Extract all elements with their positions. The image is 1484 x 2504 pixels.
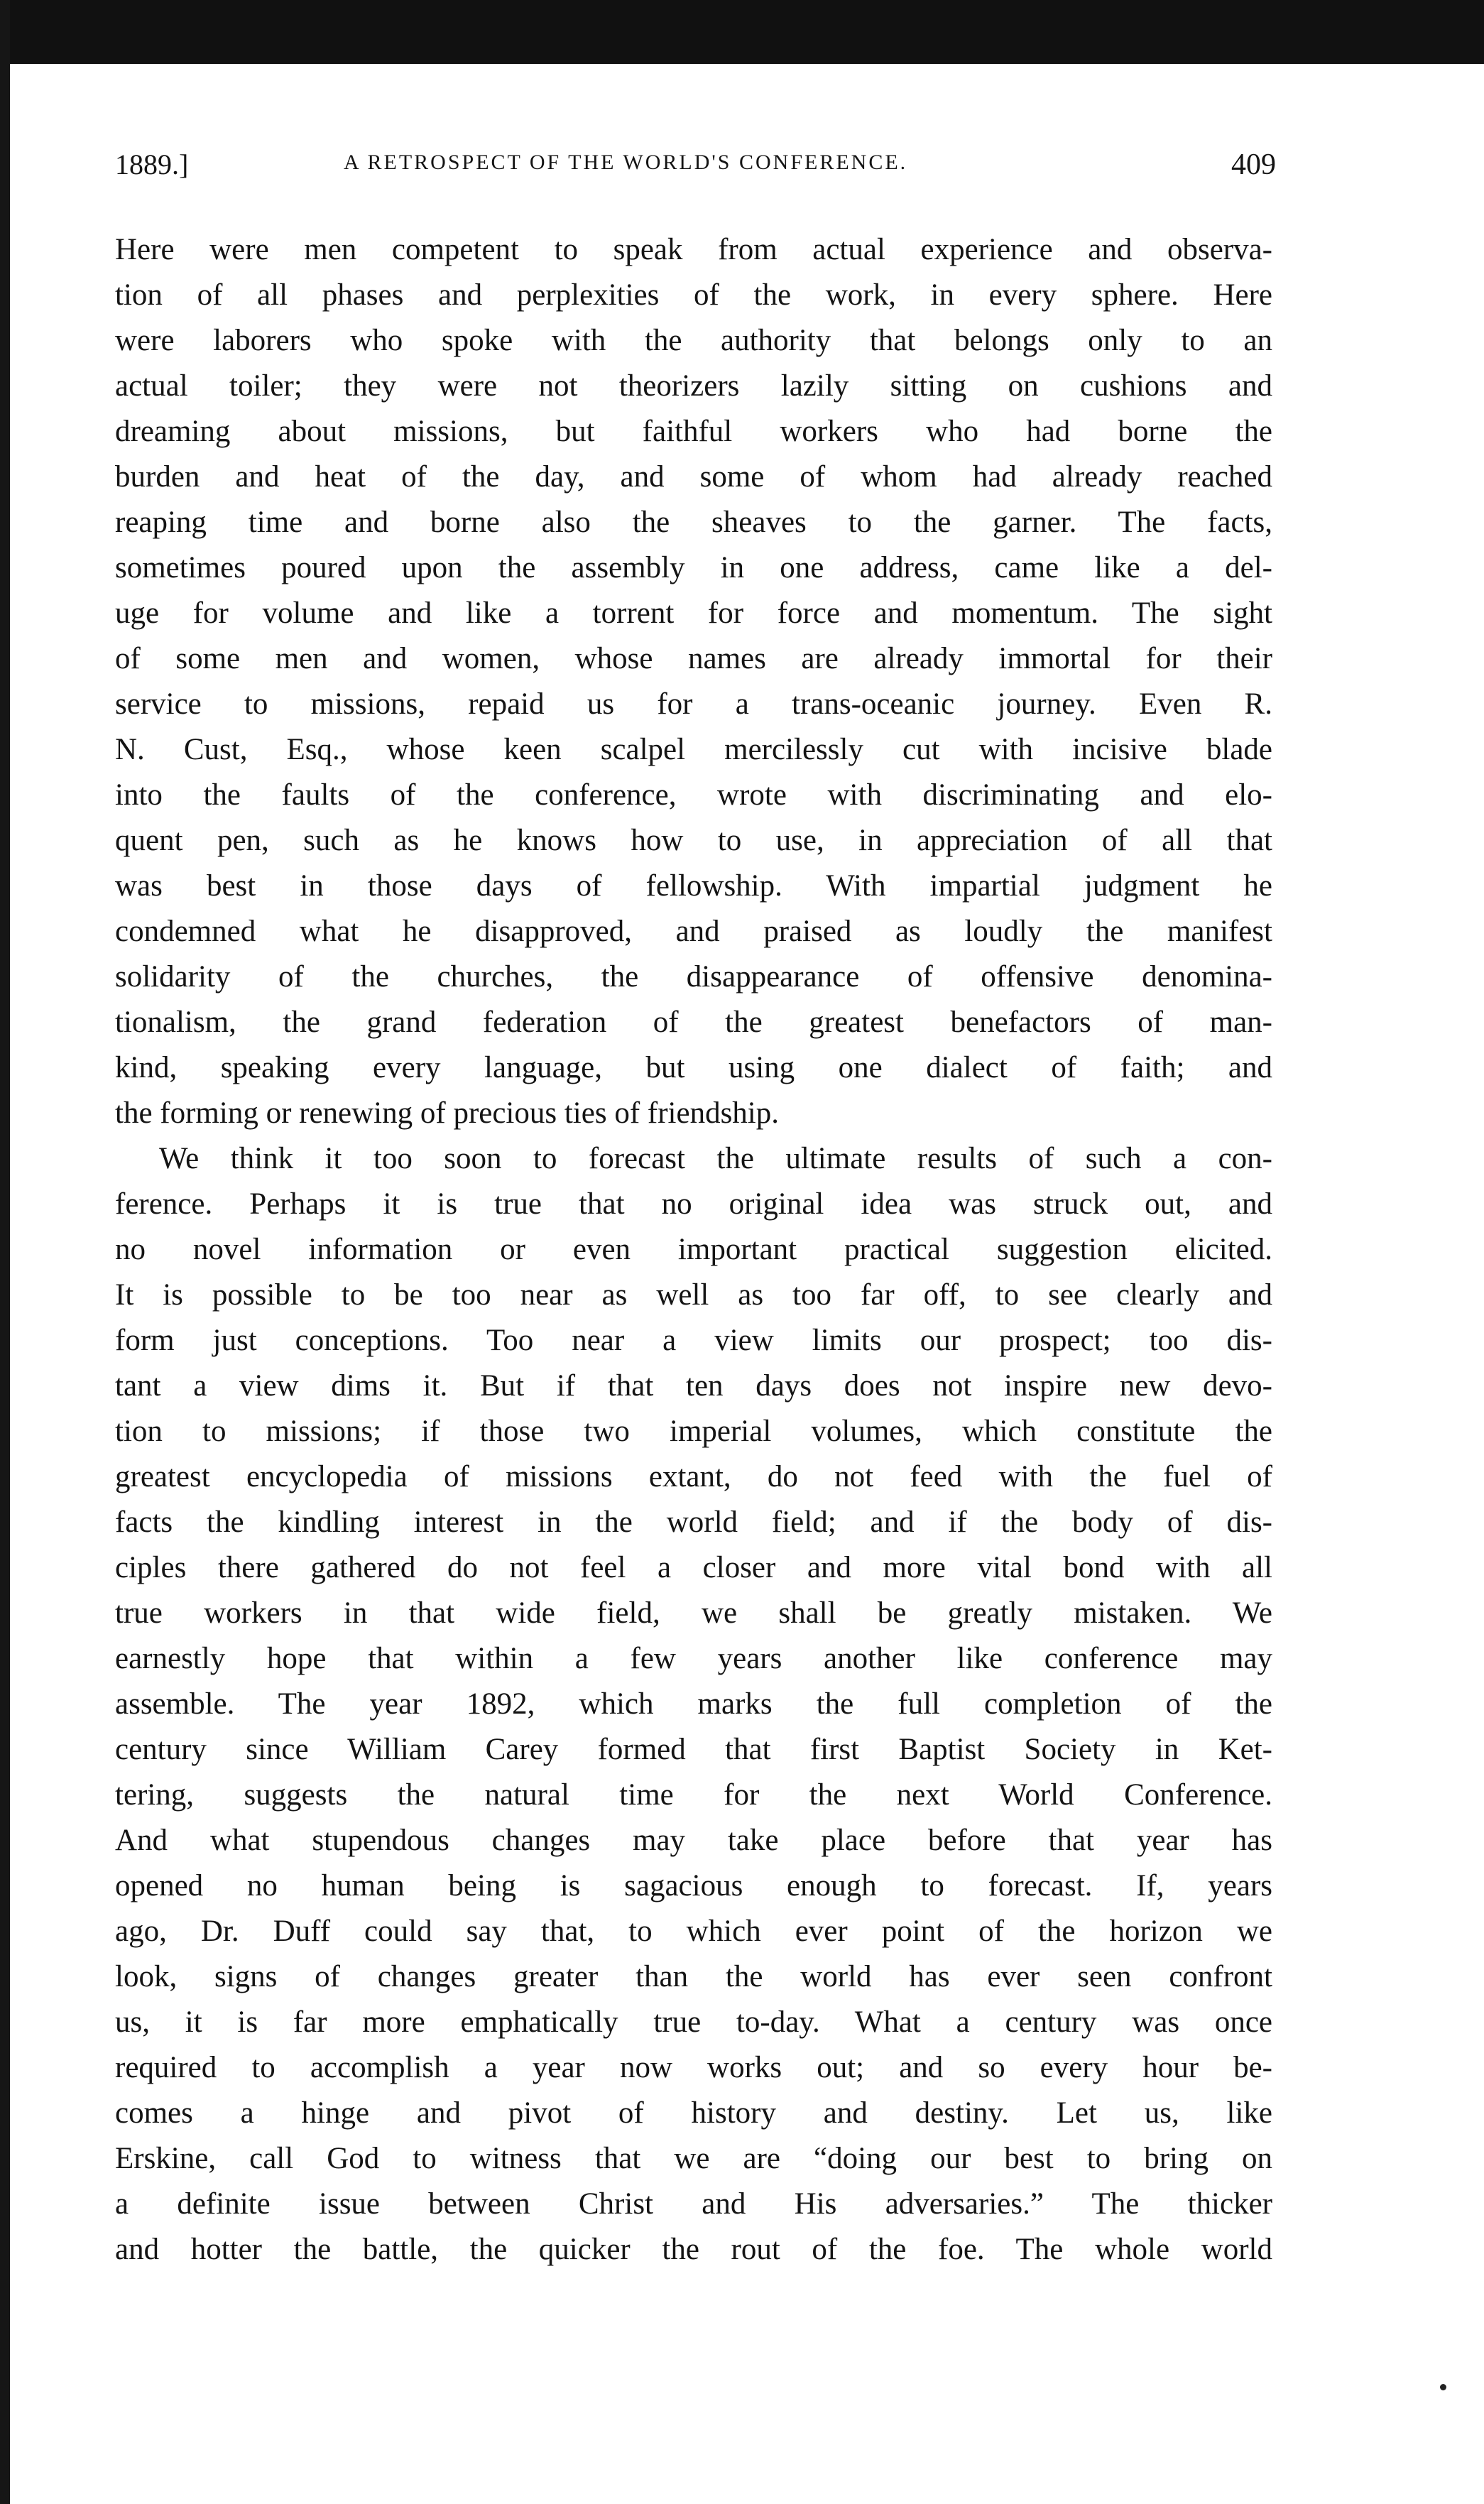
header-title: A RETROSPECT OF THE WORLD'S CONFERENCE.	[344, 151, 908, 174]
text-line: Here were men competent to speak from actual experience and observa-	[115, 233, 1272, 266]
text-line: Erskine, call God to witness that we are “doing our best to bring on	[115, 2142, 1272, 2175]
text-line: tionalism, the grand federation of the greatest benefactors of man-	[115, 1006, 1272, 1039]
header-year: 1889.]	[115, 148, 189, 180]
text-line: tant a view dims it. But if that ten days does not inspire new devo-	[115, 1369, 1272, 1403]
text-line: and hotter the battle, the quicker the rout of the foe. The whole world	[115, 2233, 1272, 2266]
text-line: N. Cust, Esq., whose keen scalpel mercilessly cut with incisive blade	[115, 733, 1272, 766]
text-line: assemble. The year 1892, which marks the full completion of the	[115, 1687, 1272, 1721]
text-line: us, it is far more emphatically true to-day. What a century was once	[115, 2005, 1272, 2039]
text-line: true workers in that wide field, we shall be greatly mistaken. We	[115, 1596, 1272, 1630]
text-line: was best in those days of fellowship. With impartial judgment he	[115, 869, 1272, 903]
text-line: solidarity of the churches, the disappearance of offensive denomina-	[115, 960, 1272, 994]
text-line: We think it too soon to forecast the ultimate results of such a con-	[159, 1142, 1272, 1175]
text-line: burden and heat of the day, and some of whom had already reached	[115, 460, 1272, 494]
text-line: were laborers who spoke with the authority that belongs only to an	[115, 324, 1272, 357]
text-line: ciples there gathered do not feel a closer and more vital bond with all	[115, 1551, 1272, 1584]
text-line: greatest encyclopedia of missions extant, do not feed with the fuel of	[115, 1460, 1272, 1493]
text-line: no novel information or even important practical suggestion elicited.	[115, 1233, 1272, 1266]
text-line: ference. Perhaps it is true that no original idea was struck out, and	[115, 1187, 1272, 1221]
text-line: It is possible to be too near as well as too far off, to see clearly and	[115, 1278, 1272, 1312]
body-text	[115, 227, 1272, 2272]
text-line: service to missions, repaid us for a trans-oceanic journey. Even R.	[115, 687, 1272, 721]
text-line: century since William Carey formed that first Baptist Society in Ket-	[115, 1733, 1272, 1766]
text-line: kind, speaking every language, but using one dialect of faith; and	[115, 1051, 1272, 1084]
text-line: a definite issue between Christ and His adversaries.” The thicker	[115, 2187, 1272, 2221]
scan-top-border	[0, 0, 1484, 64]
text-line: into the faults of the conference, wrote with discriminating and elo-	[115, 778, 1272, 812]
text-line: required to accomplish a year now works out; and so every hour be-	[115, 2051, 1272, 2084]
text-line: sometimes poured upon the assembly in one address, came like a del-	[115, 551, 1272, 584]
text-line: tering, suggests the natural time for the next World Conference.	[115, 1778, 1272, 1812]
text-line: opened no human being is sagacious enough to forecast. If, years	[115, 1869, 1272, 1903]
text-line: earnestly hope that within a few years another like conference may	[115, 1642, 1272, 1675]
text-line: form just conceptions. Too near a view limits our prospect; too dis-	[115, 1324, 1272, 1357]
text-line: the forming or renewing of precious ties of friendship.	[115, 1096, 779, 1130]
text-line: quent pen, such as he knows how to use, in appreciation of all that	[115, 824, 1272, 857]
text-line: tion to missions; if those two imperial volumes, which constitute the	[115, 1415, 1272, 1448]
text-line: of some men and women, whose names are already immortal for their	[115, 642, 1272, 675]
text-line: facts the kindling interest in the world field; and if the body of dis-	[115, 1506, 1272, 1539]
text-line: actual toiler; they were not theorizers lazily sitting on cushions and	[115, 369, 1272, 403]
scan-left-border	[0, 0, 10, 2504]
running-header	[115, 148, 1276, 190]
page-number: 409	[1231, 148, 1276, 181]
text-line: look, signs of changes greater than the world has ever seen confront	[115, 1960, 1272, 1993]
text-line: comes a hinge and pivot of history and destiny. Let us, like	[115, 2096, 1272, 2130]
text-line: uge for volume and like a torrent for force and momentum. The sight	[115, 597, 1272, 630]
text-line: reaping time and borne also the sheaves to the garner. The facts,	[115, 506, 1272, 539]
ink-speck	[1440, 2384, 1446, 2390]
text-line: ago, Dr. Duff could say that, to which ever point of the horizon we	[115, 1915, 1272, 1948]
text-line: condemned what he disapproved, and praised as loudly the manifest	[115, 915, 1272, 948]
text-line: tion of all phases and perplexities of the work, in every sphere. Here	[115, 278, 1272, 312]
text-line: dreaming about missions, but faithful workers who had borne the	[115, 415, 1272, 448]
text-line: And what stupendous changes may take place before that year has	[115, 1824, 1272, 1857]
